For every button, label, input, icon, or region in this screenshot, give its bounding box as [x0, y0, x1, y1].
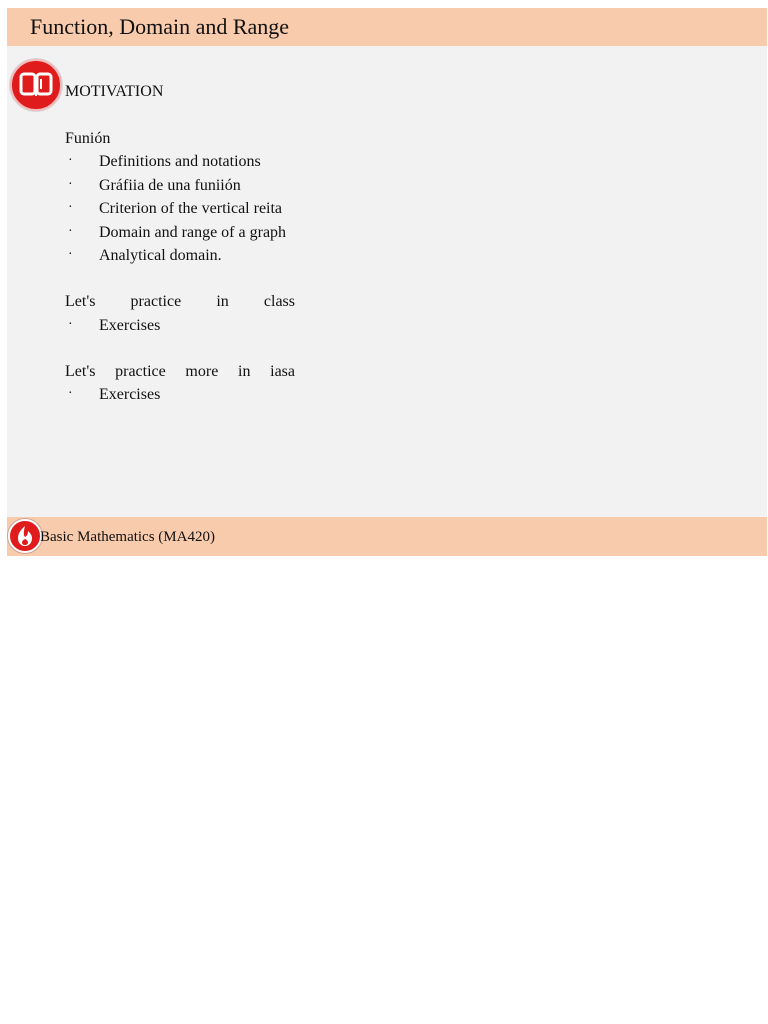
list-item-text: Exercises	[99, 386, 161, 403]
bullet-dot: ·	[68, 177, 73, 192]
bullet-dot: ·	[68, 247, 73, 262]
bullet-dot: ·	[68, 153, 73, 168]
list-item-text: Gráfiia de una funiión	[99, 177, 241, 194]
footer-bar	[7, 517, 767, 556]
section-title-practice-class: Let's practice in class	[65, 293, 295, 310]
footer-course-label: Basic Mathematics (MA420)	[40, 529, 215, 545]
motivation-heading: MOTIVATION	[65, 83, 164, 100]
list-item-text: Domain and range of a graph	[99, 224, 287, 241]
bullet-dot: ·	[68, 317, 73, 332]
slide	[7, 8, 767, 556]
slide-title: Function, Domain and Range	[30, 14, 290, 39]
bullet-dot: ·	[68, 386, 73, 401]
book-badge	[10, 59, 62, 111]
university-logo-icon	[15, 525, 35, 547]
section-title-practice-more: Let's practice more in iasa	[65, 363, 295, 380]
list-item-text: Analytical domain.	[99, 247, 222, 264]
list-item-text: Criterion of the vertical reita	[99, 200, 283, 217]
bullet-dot: ·	[68, 224, 73, 239]
bullet-dot: ·	[68, 200, 73, 215]
list-item-text: Definitions and notations	[99, 153, 261, 170]
footer-logo	[8, 519, 42, 553]
section-title-function: Funión	[65, 130, 111, 147]
list-item-text: Exercises	[99, 317, 161, 334]
title-bar	[7, 8, 767, 46]
book-icon	[19, 70, 53, 100]
